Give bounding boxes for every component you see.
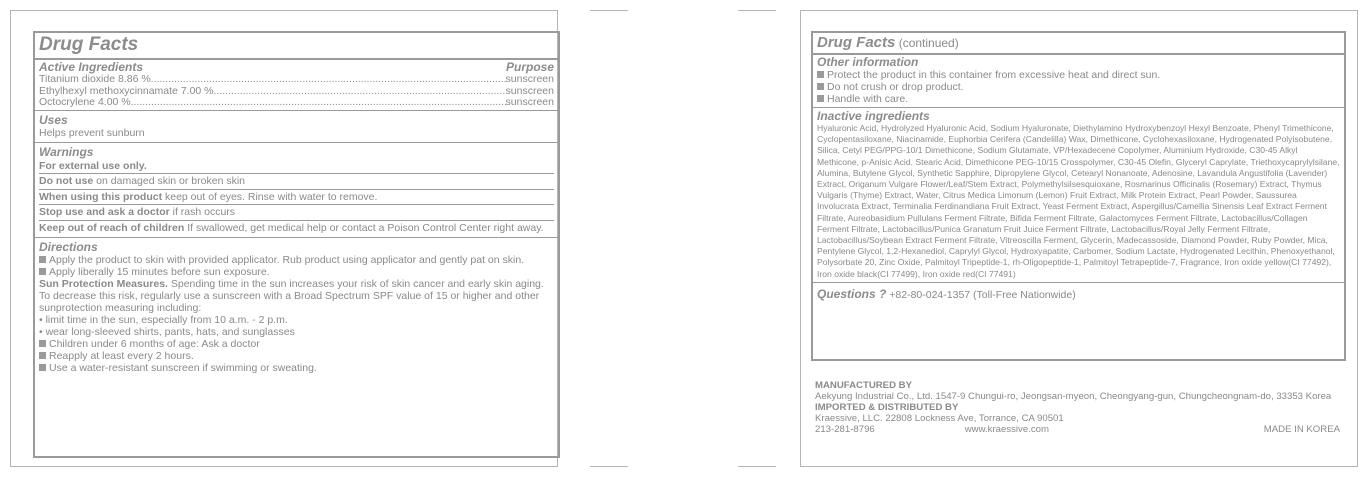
square-bullet-icon: [39, 268, 46, 275]
direction-apply: Apply the product to skin with provided applicator. Rub product using applicator and gently pat on skin.: [39, 254, 554, 266]
continued-label: (continued): [895, 36, 959, 50]
inactive-ingredients-section: [813, 108, 1344, 283]
uses-heading: Uses: [39, 112, 68, 127]
ingredient-row: Ethylhexyl methoxycinnamate 7.00 % ..... sunscreen: [39, 86, 554, 98]
imported-by-heading: IMPORTED & DISTRIBUTED BY: [815, 401, 959, 413]
phone-number: 213-281-8796: [815, 423, 875, 435]
active-ingredients-heading: Active Ingredients: [39, 60, 144, 74]
direction-bullet: • limit time in the sun, especially from 10 a.m. - 2 p.m.: [39, 314, 288, 326]
square-bullet-icon: [39, 256, 46, 263]
drug-facts-continued-title: Drug Facts: [817, 34, 896, 51]
direction-water-resistant: Use a water-resistant sunscreen if swimming or sweating.: [39, 362, 554, 374]
directions-heading: Directions: [39, 240, 98, 254]
directions-section: [35, 238, 558, 376]
square-bullet-icon: [817, 95, 824, 102]
direction-liberally: Apply liberally 15 minutes before sun exposure.: [39, 266, 554, 278]
drug-facts-title-section: [35, 33, 558, 60]
drug-facts-title: Drug Facts: [39, 34, 139, 55]
inactive-ingredients-heading: Inactive ingredients: [817, 109, 930, 123]
other-info-item: Handle with care.: [817, 93, 1340, 105]
crop-mark: [738, 466, 776, 467]
other-info-item: Do not crush or drop product.: [817, 81, 1340, 93]
warning-stop-use: Stop use and ask a doctor if rash occurs: [39, 205, 554, 221]
crop-mark: [590, 466, 628, 467]
direction-reapply: Reapply at least every 2 hours.: [39, 350, 554, 362]
ingredient-row: Titanium dioxide 8.86 % ..... sunscreen: [39, 74, 554, 86]
manufacturer-info: [815, 381, 1340, 436]
drug-facts-panel-left: [10, 10, 558, 467]
direction-children: Children under 6 months of age: Ask a doctor: [39, 338, 554, 350]
warning-do-not-use: Do not use on damaged skin or broken skin: [39, 174, 554, 190]
uses-text: Helps prevent sunburn: [39, 126, 145, 139]
crop-mark: [590, 10, 628, 11]
other-info-item: Protect the product in this container from excessive heat and direct sun.: [817, 69, 1340, 81]
drug-facts-continued-title-section: [813, 33, 1344, 55]
other-information-section: [813, 55, 1344, 108]
square-bullet-icon: [817, 71, 824, 78]
made-in-label: MADE IN KOREA: [1263, 423, 1340, 435]
drug-facts-panel-right: [800, 10, 1358, 467]
manufacturer-address: Aekyung Industrial Co., Ltd. 1547-9 Chungui-ro, Jeongsan-myeon, Cheongyang-gun, Chungcheongnam-do, 33353 Korea: [815, 390, 1332, 402]
drug-facts-box: [33, 31, 560, 458]
square-bullet-icon: [817, 83, 824, 90]
active-ingredients-section: [35, 60, 558, 111]
warning-when-using: When using this product keep out of eyes. Rinse with water to remove.: [39, 190, 554, 206]
questions-heading: Questions ?: [817, 286, 887, 301]
importer-address: Kraessive, LLC. 22808 Lockness Ave, Torrance, CA 90501: [815, 412, 1064, 424]
uses-section: [35, 111, 558, 143]
warnings-section: [35, 143, 558, 239]
questions-phone: +82-80-024-1357 (Toll-Free Nationwide): [886, 288, 1076, 301]
contact-line: [815, 425, 1340, 436]
crop-mark: [738, 10, 776, 11]
direction-bullet: • wear long-sleeved shirts, pants, hats, and sunglasses: [39, 326, 295, 338]
drug-facts-continued-box: [811, 31, 1346, 361]
square-bullet-icon: [39, 340, 46, 347]
square-bullet-icon: [39, 364, 46, 371]
inactive-ingredients-text: Hyaluronic Acid, Hydrolyzed Hyaluronic Acid, Sodium Hyaluronate, Diethylamino Hydroxybenzoyl Hexyl Benzoate, Phenyl Trimethicone, Cyclopentasiloxane, Niacinamide, Euphorbia Cerifera (Candelilla) Wax, Dimethicone, Cyclohexasiloxane, Hydrogenated Polyisobutene, Silica, Cetyl PEG/PPG-10/1 Dimethicone, Sodium Glutamate, VP/Hexadecene Copolymer, Aluminium Hydroxide, C30-45 Alkyl Methicone, p-Anisic Acid, Stearic Acid, Dimethicone PEG-10/15 Crosspolymer, C30-45 Olefin, Glyceryl Caprylate, Triethoxycaprylylsilane, Alumina, Butylene Glycol, Synthetic Sapphire, Dipropylene Glycol, Cetearyl Nonanoate, Adenosine, Lavandula Angustifolia (Lavender) Extract, Origanum Vulgare Flower/Leaf/Stem Extract, Polymethylsilsesquioxane, Rosmarinus Officinalis (Rosemary) Extract, Thymus Vulgaris (Thyme) Extract, Water, Citrus Medica Limonum (Lemon) Fruit Extract, Milk Protein Extract, Pearl Powder, Saussurea Involucrata Extract, Terminalia Ferdinandiana Fruit Extract, Yeast Ferment Extract, Aspergillus/Camellia Sinensis Leaf Extract Ferment Filtrate, Aureobasidium Pullulans Ferment Filtrate, Bifida Ferment Filtrate, Galactomyces Ferment Filtrate, Lactobacillus/Collagen Ferment Filtrate, Lactobacillus/Punica Granatum Fruit Juice Ferment Filtrate, Lactobacillus/Royal Jelly Ferment Filtrate, Lactobacillus/Soybean Extract Ferment Filtrate, Vitreoscilla Ferment, Glycerin, Madecassoside, Diamond Powder, Ruby Powder, Mica, Pentylene Glycol, 1,2-Hexanediol, Caprylyl Glycol, Hydroxyapatite, Carbomer, Sodium Lactate, Hydrogenated Lecithin, Phenoxyethanol, Polysorbate 20, Zinc Oxide, Palmitoyl Tripeptide-1, rh-Oligopeptide-1, Palmitoyl Tetrapeptide-7, Fragrance, Iron oxide yellow(CI 77492), Iron oxide black(CI 77499), Iron oxide red(CI 77491): [817, 123, 1340, 279]
manufactured-by-heading: MANUFACTURED BY: [815, 380, 913, 391]
warning-keep-out: Keep out of reach of children If swallowed, get medical help or contact a Poison Control Center right away.: [39, 221, 544, 234]
purpose-heading: Purpose: [505, 60, 554, 74]
warnings-heading: Warnings: [39, 144, 94, 159]
ingredient-row: Octocrylene 4.00 % ..... sunscreen: [39, 97, 554, 109]
square-bullet-icon: [39, 352, 46, 359]
website-link[interactable]: www.kraessive.com: [964, 423, 1049, 435]
direction-sun-protection: Sun Protection Measures. Spending time in the sun increases your risk of skin cancer and early skin aging. To decrease this risk, regularly use a sunscreen with a Broad Spectrum SPF value of 15 or higher and other sunprotection measuring including:: [39, 278, 544, 314]
other-information-heading: Other information: [817, 55, 919, 69]
warning-external: For external use only.: [39, 159, 554, 175]
questions-section: [813, 283, 1344, 305]
